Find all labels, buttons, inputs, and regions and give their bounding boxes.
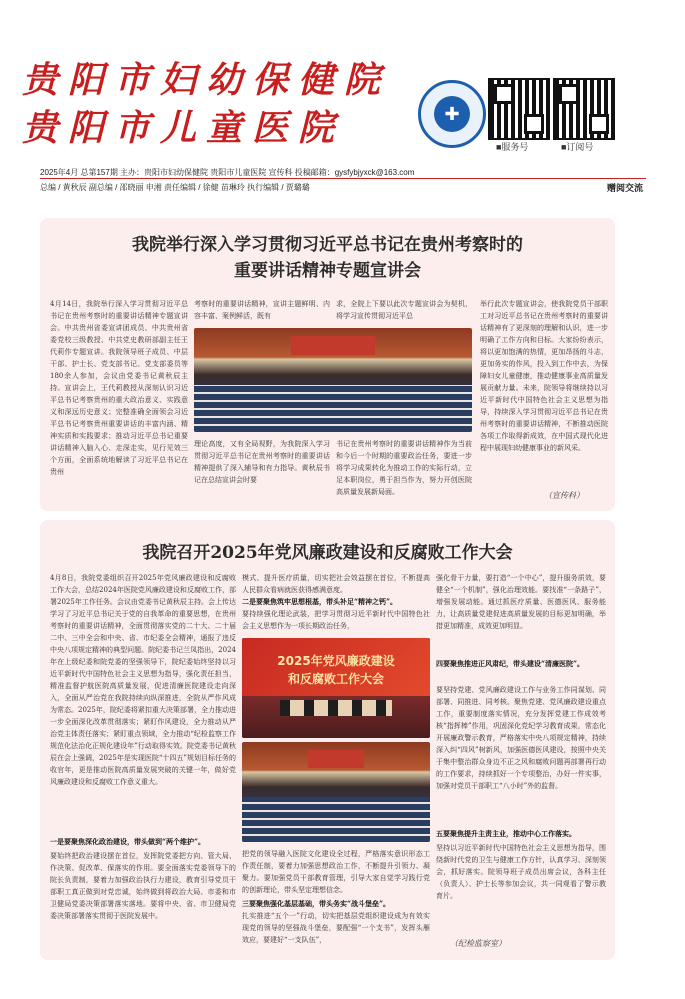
article-lecture-column4: 举行此次专题宣讲会，使我院党员干部职工对习近平总书记在贵州考察时的重要讲话精神有了更深刻的理解和认识，进一步明确了工作方向和目标。大家纷纷表示，将以更加饱满的热情，更加昂扬的斗志，更加务实的作风，投入到工作中去，为保障妇女儿童健康，推动健康事业高质量发展贡献力量。未来，院领导将继续持以习近平新时代中国特色社会主义思想为指导，持续深入学习贯彻习近平总书记在贵州考察时的重要讲话精神，不断推动医院各项工作取得新成效，在中国式现代化进程中展现妇幼健康事业的新风采。 xyxy=(480,300,608,452)
article-conference-column3-end: 坚持以习近平新时代中国特色社会主义思想为指导，围绕新时代党的卫生与健康工作方针，认真学习、深刻领会，抓好落实。院领导班子成员出席会议，各科主任（负责人）、护士长等参加会议，共一同观看了警示教育片。 xyxy=(436,844,606,900)
article-conference-column2-top-tail: 要持续强化理论武装，把学习贯彻习近平新时代中国特色社会主义思想作为一项长期政治任务， xyxy=(242,610,430,630)
editors-line: 总编 / 黄秋辰 副总编 / 邵晓丽 申湘 责任编辑 / 徐健 苗琳玲 执行编辑 / 贾璐璐 xyxy=(40,183,310,192)
subscription-account-qr-code xyxy=(553,78,615,140)
article-lecture-headline-line2: 重要讲话精神专题宣讲会 xyxy=(234,261,421,281)
article-lecture-column2-bottom: 理论高度，又有全局视野，为我院深入学习贯彻习近平总书记在贵州考察时的重要讲话精神提供了深入辅导和有力指导。黄秋辰书记在总结宣讲会时要 xyxy=(194,440,330,484)
masthead-title-line2: 贵阳市儿童医院 xyxy=(22,107,345,149)
article-conference-point2: 二是要聚焦筑牢思想根基，带头补足“精神之钙”。 xyxy=(242,597,398,606)
article-conference-column3-top: 强化骨干力量，要打造“一个中心”，提升服务质效，要健全“一个机制”，强化治理效能。要找准“一条路子”，增强发展动能。通过抓医疗质量、医德医风、服务能力，让高质量党建促进高质量发展的目标更加明确，举措更加精准，成效更加明显。 xyxy=(436,574,606,630)
conference-stage-photo xyxy=(242,638,430,738)
hospital-logo-icon: ✚ xyxy=(434,96,470,132)
subscription-account-label: ■订阅号 xyxy=(561,142,594,152)
conference-audience-photo xyxy=(242,742,430,842)
article-conference-point1: 一是要聚焦深化政治建设，带头做到“两个维护”。 xyxy=(50,837,206,846)
masthead xyxy=(0,0,685,210)
article-conference-column2-bottom: 把党的领导融入医院文化建设全过程，严格落实意识形态工作责任制，要着力加强思想政治工作，不断提升引领力、凝聚力。要加强党员干部教育管理，引导大家自觉学习践行党的创新理论，带头坚定理想信念。 xyxy=(242,850,430,894)
article-lecture-signature: （宣传科） xyxy=(544,491,584,500)
lecture-hall-photo xyxy=(194,328,472,432)
article-conference-point5: 五要聚焦提升主责主业，推动中心工作落实。 xyxy=(436,829,576,838)
issue-info-line: 2025年4月 总第157期 主办：贵阳市妇幼保健院 贵阳市儿童医院 宣传科 投稿邮箱：gysfybjyxck@163.com xyxy=(40,168,415,177)
article-lecture-headline-line1: 我院举行深入学习贯彻习近平总书记在贵州考察时的 xyxy=(132,235,523,255)
masthead-title-line1: 贵阳市妇幼保健院 xyxy=(22,59,391,101)
article-conference-signature: （纪检监察室） xyxy=(450,939,506,948)
service-account-label: ■服务号 xyxy=(496,142,529,152)
article-conference-column3-mid: 要坚持党建、党风廉政建设工作与业务工作同谋划、同部署、同推进、同考核。聚焦党建、党风廉政建设重点工作，重要制度落实情况，充分发挥党建工作成效考核“指挥棒”作用，巩固深化党纪学习教育成果，常态化开展廉政警示教育，严格落实中央八项规定精神，持续深入纠“四风”树新风，加强医德医风建设，按照中央关于集中整治群众身边不正之风和腐败问题再部署再行动的工作要求，持续抓好一个专项整治，办好一件实事，加强对党员干部职工“八小时”外的监督。 xyxy=(436,686,606,790)
article-conference-point3: 三要聚焦强化基层基础，带头务实“战斗堡垒”。 xyxy=(242,899,391,908)
article-conference-column2-top: 模式、提升医疗质量，切实把社会效益摆在首位，不断提高人民群众看病就医获得感满意度。 xyxy=(242,574,430,594)
free-distribution-label: 赠阅交流 xyxy=(606,183,643,193)
article-conference-column2-bottom-tail: 扎实推进“五个一”行动，切实把基层党组织建设成为有效实现党的领导的坚强战斗堡垒，要配强“一个支书”，发挥头雁效应，要建好“一支队伍”， xyxy=(242,912,430,944)
service-account-qr-code xyxy=(488,78,550,140)
conference-banner-line1: 2025年党风廉政建设 xyxy=(277,654,395,668)
hospital-logo xyxy=(418,80,486,148)
article-lecture-column1: 4月14日，我院举行深入学习贯彻习近平总书记在贵州考察时的重要讲话精神专题宣讲会。中共贵州省委宣讲团成员、中共贵州省委党校三级教授、中共党史教研部副主任王代莉作专题宣讲。我院领导班子成员、中层干部、护士长、党支部书记、党支部委员等180余人参加，会议由党委书记黄秋辰主持。宣讲会上，王代莉教授从深刻认识习近平总书记考察贵州的重大政治意义、实践意义和深远历史意义；完整准确全面领会习近平总书记考察贵州重要讲话的丰富内涵、精神实质和实践要求；推动习近平总书记重要讲话精神入脑入心、走深走实，见行见效三个方面，全面系统地解读了习近平总书记在贵州 xyxy=(50,300,188,476)
header-divider xyxy=(40,178,646,179)
article-conference-column1-tail: 要始终把政治建设摆在首位，发挥院党委把方向、管大局、作决策、促改革、保落实的作用。要全面落实党委领导下的院长负责制，要着力加强政治执行力建设，教育引导党员干部职工真正做到对党忠诚，始终做到将政治大局、市委和市卫健局党委决策部署落实落地。要将中央、省、市卫健局党委决策部署落实贯彻于医院发展中。 xyxy=(50,852,236,920)
article-lecture-column2-top: 考察时的重要讲话精神，宣讲主题鲜明、内容丰富、案例鲜活，既有 xyxy=(194,300,330,320)
article-conference-point4: 四要聚焦推进正风肃纪，带头建设“清廉医院”。 xyxy=(436,659,585,668)
article-conference xyxy=(40,520,615,960)
article-conference-column1: 4月8日，我院党委组织召开2025年党风廉政建设和反腐败工作大会，总结2024年医院党风廉政建设和反腐败工作，部署2025年工作任务。会议由党委书记黄秋辰主持。会上传达学习了习近平总书记关于党的自我革命的重要思想，在贵州考察时的重要讲话精神，全面贯彻落实党的二十大、二十届二中、三中全会和中央、省、市纪委全会精神，通报了违反中央八项规定精神的典型问题。院纪委书记兰凤指出，2024年在上级纪委和院党委的坚强领导下，院纪委始终坚持以习近平新时代中国特色社会主义思想为指导，强化责任担当，精准监督护航医院高质量发展，促进清廉医院建设走向深入，全面从严治党在我院持续向纵深推进，全院从严作风成为常态。2025年，院纪委将紧扣重大决策部署，全力推动进一步全面深化改革贯彻落实；紧盯作风建设，全力推动从严治党主体责任落实；紧盯重点领域，全力推动“纪检监察工作规范化法治化正规化建设年”行动取得实效。院党委书记黄秋辰在会上强调，2025年是实现医院“十四五”规划目标任务的收官年，更是推动医院高质量发展突破的关键一年，做好党风廉政建设和反腐败工作意义重大。 xyxy=(50,574,236,786)
article-lecture xyxy=(40,218,615,511)
article-lecture-column3-bottom: 书记在贵州考察时的重要讲话精神作为当前和今后一个时期的重要政治任务，要进一步将学习成果转化为推动工作的实际行动，立足本职岗位，勇于担当作为，努力开创医院高质量发展新局面。 xyxy=(336,440,472,496)
article-conference-headline: 我院召开2025年党风廉政建设和反腐败工作大会 xyxy=(142,543,513,563)
article-lecture-column3-top: 求，全院上下要以此次专题宣讲会为契机，将学习宣传贯彻习近平总 xyxy=(336,300,472,320)
conference-banner-line2: 和反腐败工作大会 xyxy=(287,672,384,686)
